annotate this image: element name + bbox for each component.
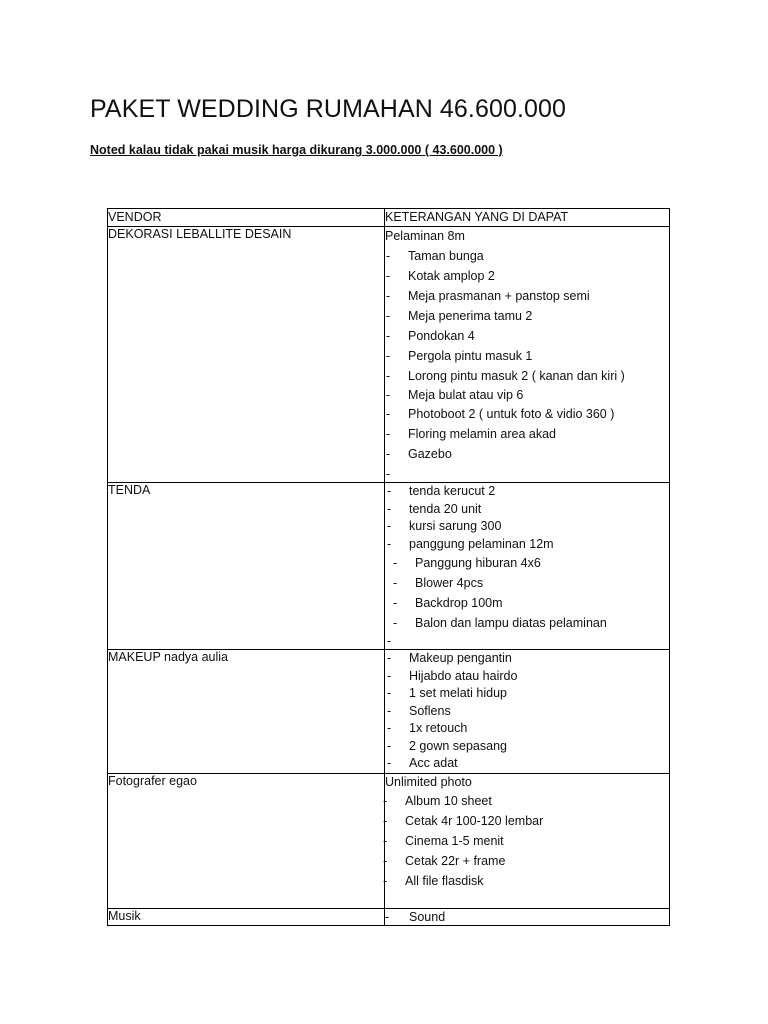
list-item: - Meja bulat atau vip 6	[386, 388, 524, 402]
table-row	[108, 773, 670, 908]
table-row	[108, 483, 670, 650]
list-item: - Meja penerima tamu 2	[386, 309, 533, 323]
vendor-details	[385, 227, 670, 483]
detail-list	[385, 650, 669, 773]
package-table	[107, 208, 670, 926]
detail-list: - Taman bunga - Kotak amplop 2 - Meja prasmanan + panstop semi - Meja penerima tamu 2 - Pondokan 4 - Pergola pintu masuk 1 - Lorong pintu masuk 2 ( kanan dan kiri ) - Meja bulat atau vip 6 - Photoboot 2 ( untuk foto & vidio 360 ) - Floring melamin area akad - Gazebo -	[385, 246, 669, 464]
vendor-details	[385, 908, 670, 925]
list-item: - tenda kerucut 2	[387, 484, 496, 498]
vendor-name: MAKEUP nadya aulia	[108, 650, 385, 774]
list-item: - Cetak 22r + frame	[383, 853, 506, 868]
vendor-name: Fotografer egao	[108, 773, 385, 908]
vendor-name: Musik	[108, 908, 385, 925]
list-item: - Sound	[385, 909, 446, 924]
list-item: - Photoboot 2 ( untuk foto & vidio 360 )	[386, 407, 615, 421]
detail-list: - tenda kerucut 2 - tenda 20 unit - kursi sarung 300 - panggung pelaminan 12m - Panggung hiburan 4x6 - Blower 4pcs - Backdrop 100m - Balon dan lampu diatas pelaminan -	[385, 483, 669, 633]
list-item: - 1 set melati hidup	[387, 686, 507, 700]
vendor-name: TENDA	[108, 483, 385, 650]
table-row	[108, 650, 670, 774]
list-item: - panggung pelaminan 12m	[387, 536, 554, 551]
vendor-details	[385, 483, 670, 650]
document-title: PAKET WEDDING RUMAHAN 46.600.000	[90, 95, 567, 123]
vendor-name: DEKORASI LEBALLITE DESAIN	[108, 227, 385, 483]
vendor-details	[385, 650, 670, 774]
list-item: - Blower 4pcs	[393, 576, 484, 590]
list-item: - Cetak 4r 100-120 lembar	[383, 813, 544, 828]
detail-list	[385, 791, 669, 891]
list-item: - Soflens	[387, 703, 451, 718]
list-item: - 1x retouch	[387, 721, 468, 735]
detail-list	[385, 909, 669, 925]
list-item: - Album 10 sheet	[383, 793, 492, 808]
table-header-row	[108, 209, 670, 227]
list-item: - Taman bunga	[386, 249, 484, 263]
list-item: - Lorong pintu masuk 2 ( kanan dan kiri )	[386, 369, 625, 383]
list-item: - Pergola pintu masuk 1	[386, 349, 533, 363]
table-row	[108, 227, 670, 483]
list-item: - tenda 20 unit	[387, 501, 482, 516]
list-item: - Backdrop 100m	[393, 596, 503, 610]
price-note: Noted kalau tidak pakai musik harga dikurang 3.000.000 ( 43.600.000 )	[90, 143, 503, 157]
list-item: - All file flasdisk	[383, 873, 484, 888]
vendor-details	[385, 773, 670, 908]
list-item: - Kotak amplop 2	[386, 269, 495, 283]
list-item: - 2 gown sepasang	[387, 738, 507, 753]
list-item: - Hijabdo atau hairdo	[387, 668, 518, 683]
detail-lead: Pelaminan 8m	[385, 229, 465, 243]
list-item: - Acc adat	[387, 756, 458, 770]
header-vendor: VENDOR	[108, 209, 385, 227]
list-item: - Pondokan 4	[386, 329, 475, 343]
list-item: - Meja prasmanan + panstop semi	[386, 289, 590, 303]
list-item: - kursi sarung 300	[387, 519, 502, 533]
list-item: - Panggung hiburan 4x6	[393, 556, 541, 570]
table-row	[108, 908, 670, 925]
list-item: - Gazebo	[386, 447, 452, 461]
detail-lead: Unlimited photo	[385, 774, 472, 789]
list-item: - Balon dan lampu diatas pelaminan	[393, 616, 607, 630]
list-item: - Cinema 1-5 menit	[383, 833, 504, 848]
list-item: - Makeup pengantin	[387, 651, 512, 665]
header-keterangan: KETERANGAN YANG DI DAPAT	[385, 209, 670, 227]
list-item: - Floring melamin area akad	[386, 427, 556, 441]
